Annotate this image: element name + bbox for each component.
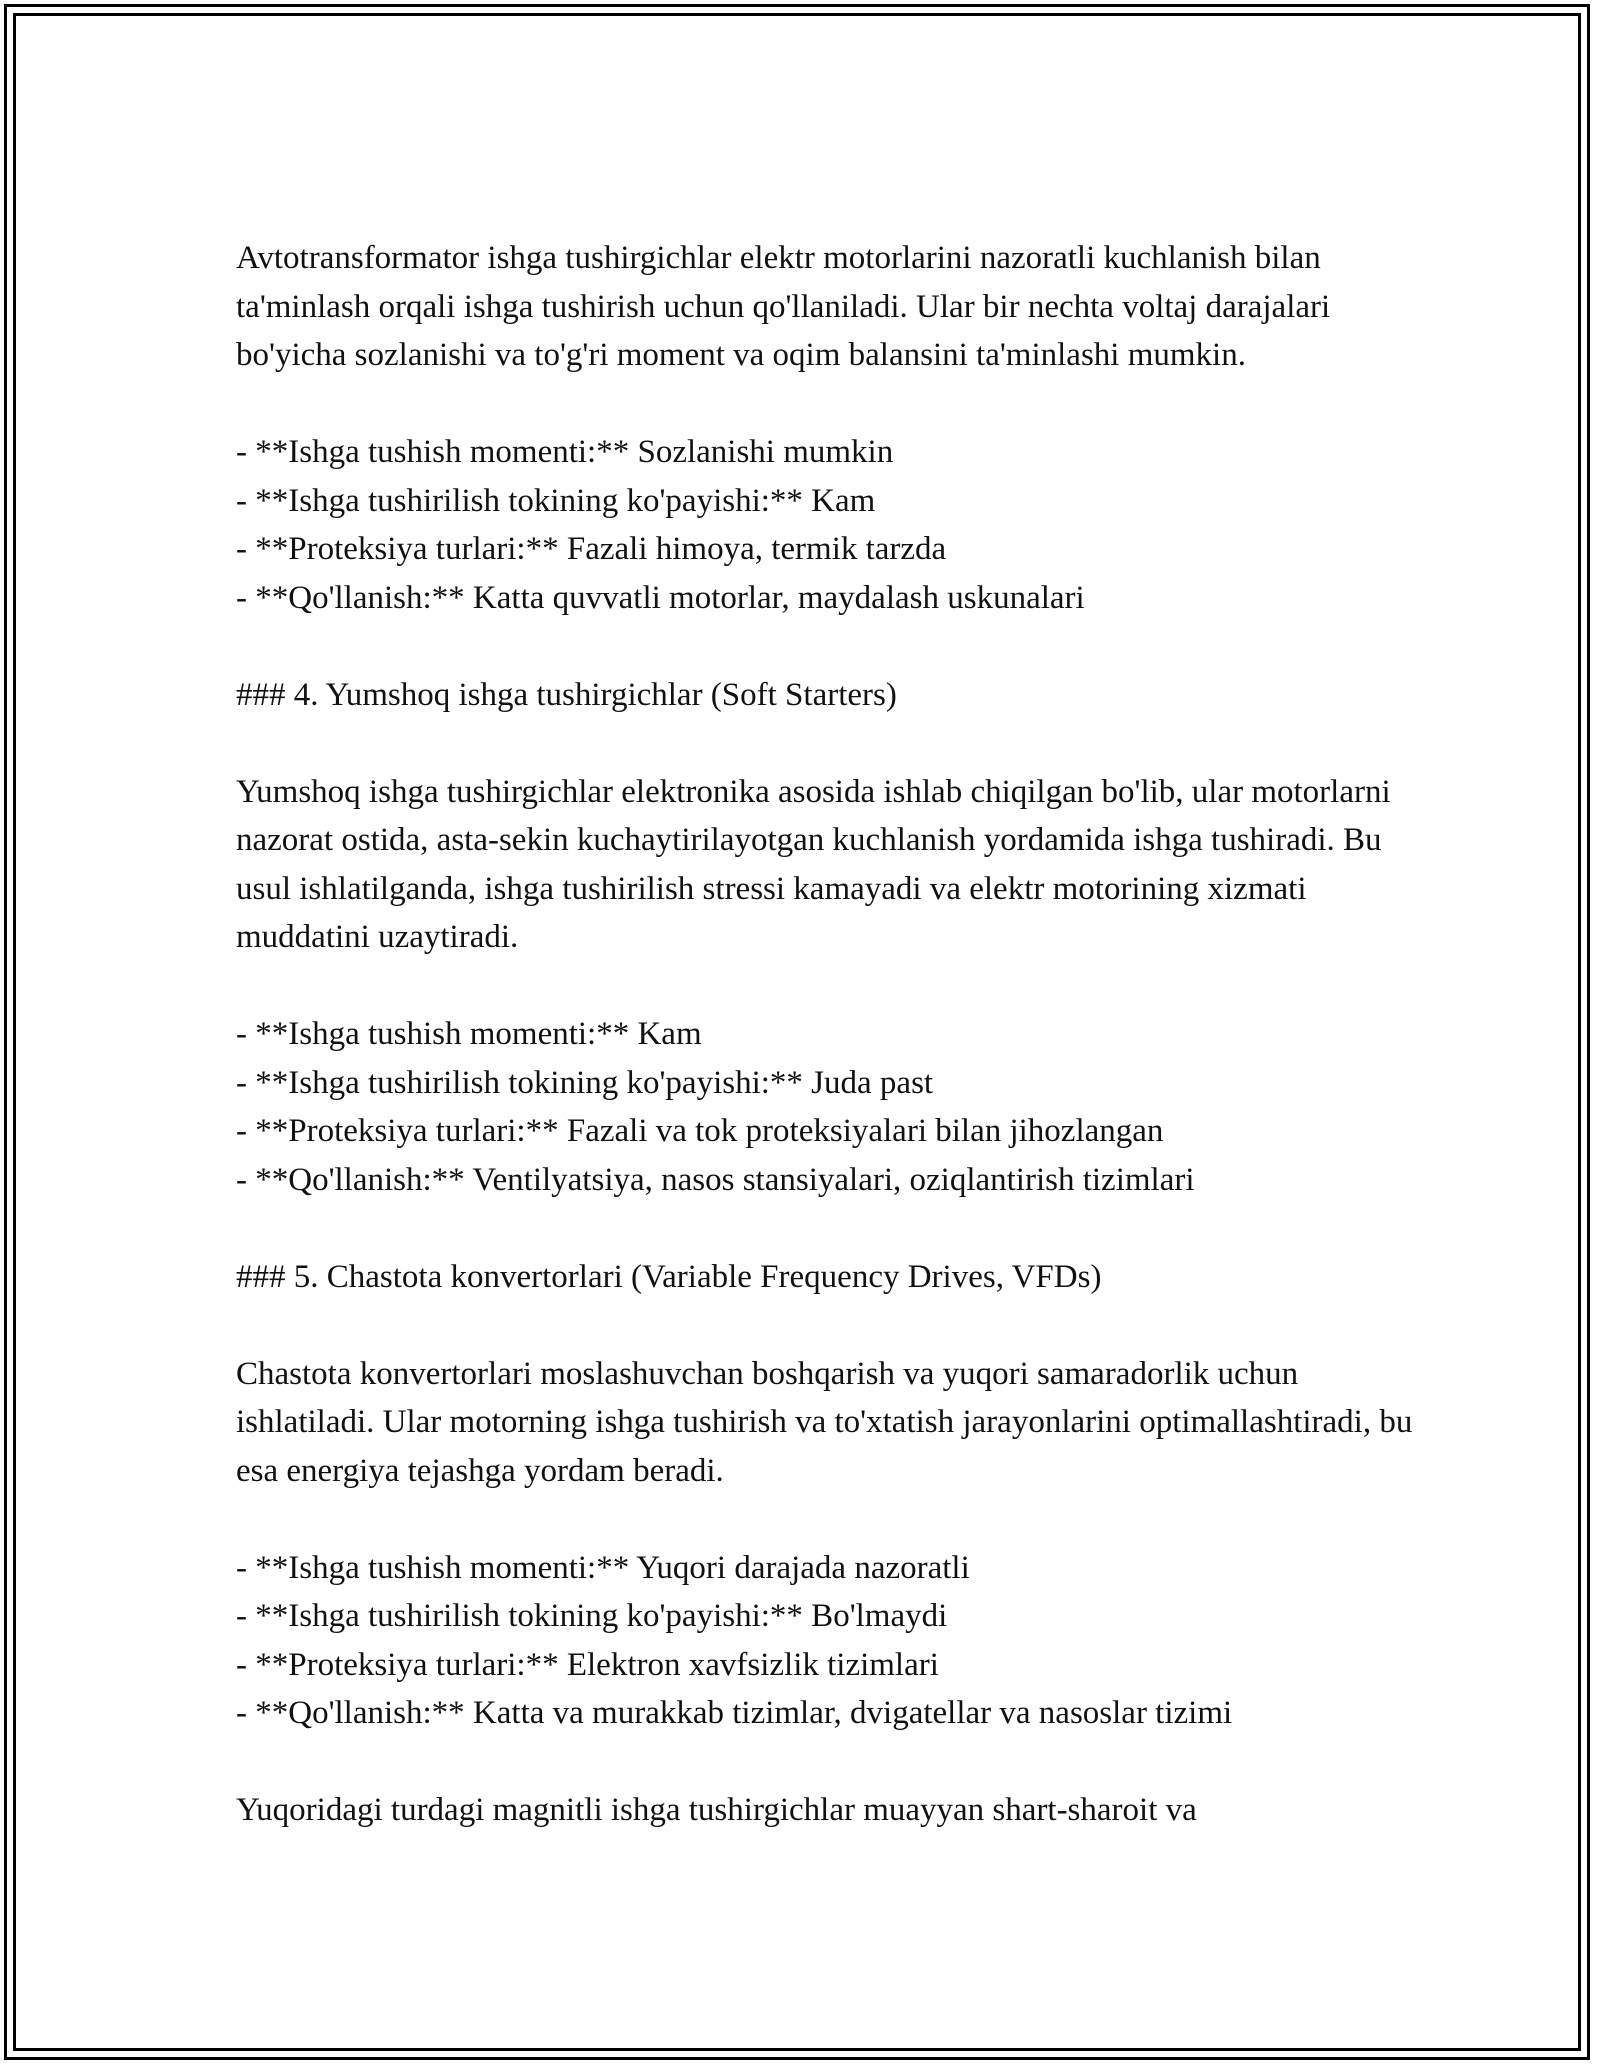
list-item: - **Qo'llanish:** Katta va murakkab tizimlar, dvigatellar va nasoslar tizimi [236,1695,1233,1731]
autotransformer-properties-list [236,428,1416,622]
spacer [236,1204,1416,1253]
spacer [236,622,1416,671]
intro-paragraph: Avtotransformator ishga tushirgichlar elektr motorlarini nazoratli kuchlanish bilan ta'minlash orqali ishga tushirish uchun qo'llaniladi. Ular bir nechta voltaj darajalari bo'yicha sozlanishi va to'g'ri moment va oqim balansini ta'minlashi mumkin. [236,240,1331,373]
spacer [236,962,1416,1011]
document-body [236,234,1416,1835]
section-heading-vfd: ### 5. Chastota konvertorlari (Variable Frequency Drives, VFDs) [236,1258,1102,1295]
list-item: - **Ishga tushish momenti:** Yuqori darajada nazoratli [236,1549,970,1586]
spacer [236,1301,1416,1350]
list-item: - **Ishga tushirilish tokining ko'payishi:** Bo'lmaydi [236,1598,948,1634]
spacer [236,1495,1416,1544]
list-item: - **Ishga tushirilish tokining ko'payishi:** Juda past [236,1064,934,1101]
list-item: - **Proteksiya turlari:** Fazali va tok proteksiyalari bilan jihozlangan [236,1113,1164,1149]
vfd-paragraph: Chastota konvertorlari moslashuvchan boshqarish va yuqori samaradorlik uchun ishlatiladi. Ular motorning ishga tushirish va to'xtatish jarayonlarini optimallashtiradi, bu esa energiya tejashga yordam beradi. [236,1355,1413,1489]
list-item: - **Qo'llanish:** Katta quvvatli motorlar, maydalash uskunalari [236,579,1085,616]
spacer [236,1738,1416,1787]
spacer [236,380,1416,429]
soft-starters-paragraph: Yumshoq ishga tushirgichlar elektronika asosida ishlab chiqilgan bo'lib, ular motorlarni nazorat ostida, asta-sekin kuchaytirilayotgan kuchlanish yordamida ishga tushiradi. Bu usul ishlatilganda, ishga tushirilish stressi kamayadi va elektr motorining xizmati muddatini uzaytiradi. [236,773,1391,955]
section-heading-soft-starters: ### 4. Yumshoq ishga tushirgichlar (Soft Starters) [236,676,897,713]
list-item: - **Ishga tushish momenti:** Sozlanishi mumkin [236,434,894,470]
list-item: - **Ishga tushish momenti:** Kam [236,1016,702,1052]
closing-paragraph: Yuqoridagi turdagi magnitli ishga tushirgichlar muayyan shart-sharoit va [236,1792,1197,1828]
list-item: - **Proteksiya turlari:** Elektron xavfsizlik tizimlari [236,1646,939,1683]
list-item: - **Qo'llanish:** Ventilyatsiya, nasos stansiyalari, oziqlantirish tizimlari [236,1161,1195,1198]
vfd-properties-list [236,1544,1416,1738]
list-item: - **Ishga tushirilish tokining ko'payishi:** Kam [236,482,876,519]
spacer [236,719,1416,768]
list-item: - **Proteksiya turlari:** Fazali himoya, termik tarzda [236,531,947,567]
soft-starters-properties-list [236,1010,1416,1204]
